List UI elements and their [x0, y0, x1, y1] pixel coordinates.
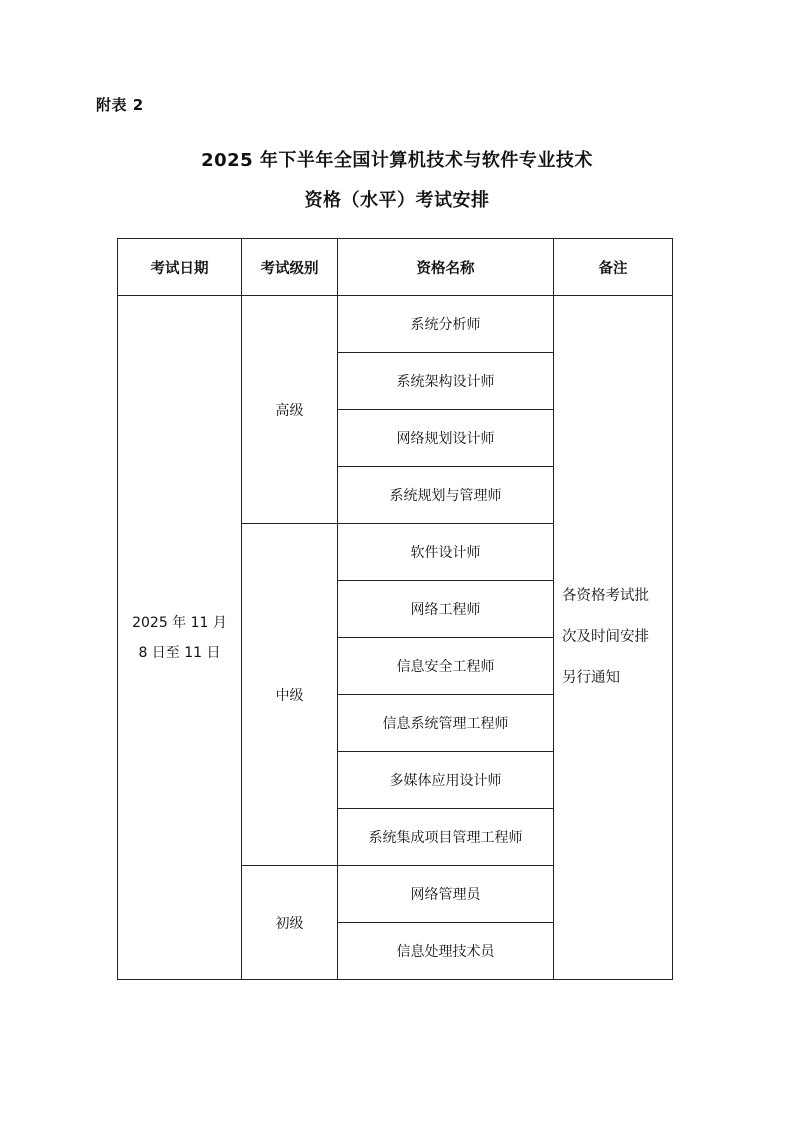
header-qualification-name: 资格名称 [338, 239, 554, 296]
level-junior: 初级 [242, 866, 338, 980]
qualification-name: 信息系统管理工程师 [338, 695, 554, 752]
exam-date-line-1: 2025 年 11 月 [132, 614, 227, 631]
level-intermediate: 中级 [242, 524, 338, 866]
qualification-name: 信息安全工程师 [338, 638, 554, 695]
exam-schedule-table [117, 238, 673, 980]
document-title-line-1: 2025 年下半年全国计算机技术与软件专业技术 [201, 150, 593, 171]
qualification-name: 网络管理员 [338, 866, 554, 923]
qualification-name: 网络工程师 [338, 581, 554, 638]
qualification-name: 网络规划设计师 [338, 410, 554, 467]
header-exam-level: 考试级别 [242, 239, 338, 296]
exam-date-cell [118, 296, 242, 980]
level-senior: 高级 [242, 296, 338, 524]
qualification-name: 系统集成项目管理工程师 [338, 809, 554, 866]
table-row [118, 296, 673, 353]
document-title-line-2: 资格（水平）考试安排 [304, 190, 490, 211]
remarks-cell [554, 296, 673, 980]
exam-date-line-2: 8 日至 11 日 [138, 644, 221, 661]
remarks-line-2: 次及时间安排 [562, 629, 649, 645]
qualification-name: 多媒体应用设计师 [338, 752, 554, 809]
qualification-name: 软件设计师 [338, 524, 554, 581]
appendix-label: 附表 2 [96, 96, 144, 114]
qualification-name: 系统分析师 [338, 296, 554, 353]
qualification-name: 信息处理技术员 [338, 923, 554, 980]
qualification-name: 系统规划与管理师 [338, 467, 554, 524]
header-exam-date: 考试日期 [118, 239, 242, 296]
remarks-line-1: 各资格考试批 [562, 588, 649, 604]
header-remarks: 备注 [554, 239, 673, 296]
qualification-name: 系统架构设计师 [338, 353, 554, 410]
table-header-row [118, 239, 673, 296]
remarks-line-3: 另行通知 [562, 670, 620, 686]
